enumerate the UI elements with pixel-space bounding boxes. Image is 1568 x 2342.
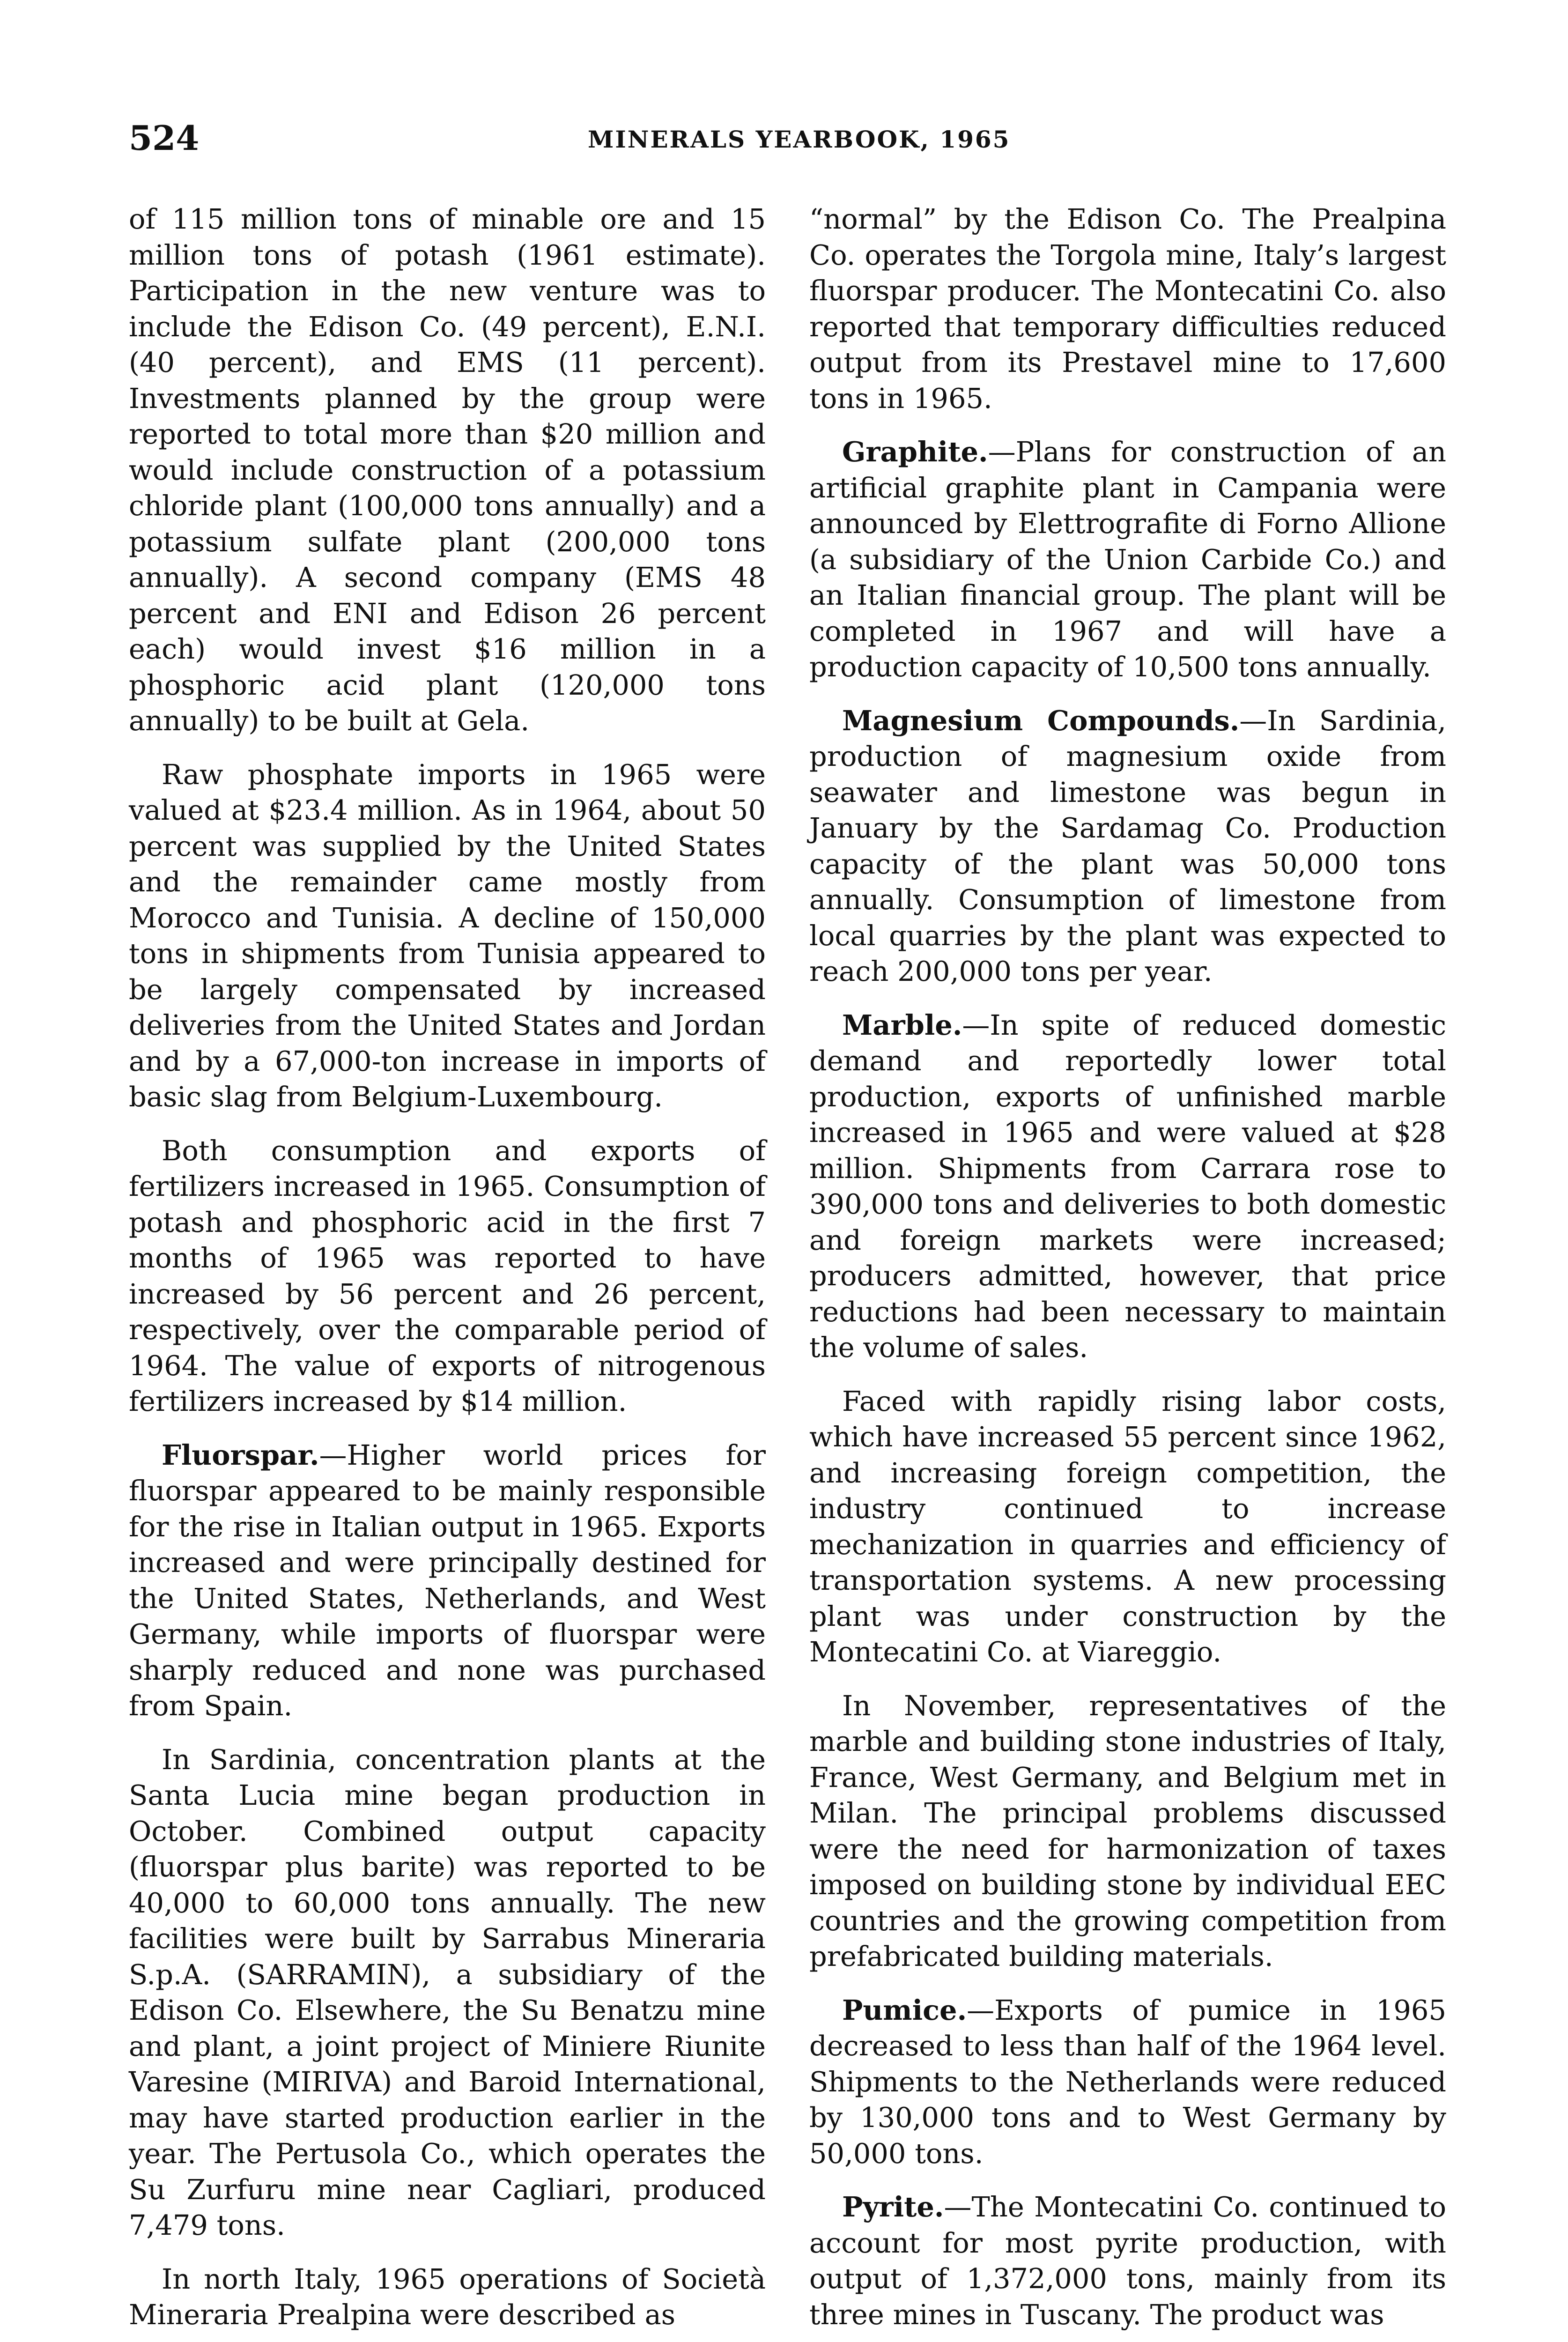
section-text: —In Sardinia, production of magnesium oxide from seawater and limestone was begun in January by the Sardamag Co. Production capacity of the plant was 50,000 tons annually. Consumption of limestone from local quarries by the plant was expected to reach 200,000 tons per year. — [809, 704, 1447, 987]
paragraph: Both consumption and exports of fertilizers increased in 1965. Consumption of potash and phosphoric acid in the first 7 months of 1965 was reported to have increased by 56 percent and 26 percent, respectively, over the comparable period of 1964. The value of exports of nitrogenous fertilizers increased by $14 million. — [129, 1134, 766, 1417]
paragraph: In north Italy, 1965 operations of Società Mineraria Prealpina were described as — [129, 2262, 766, 2331]
paragraph: In Sardinia, concentration plants at the Santa Lucia mine began production in October. Combined output capacity (fluorspar plus barite) was reported to be 40,000 to 60,000 tons annually. The new facilities were built by Sarrabus Mineraria S.p.A. (SARRAMIN), a subsidiary of the Edison Co. Elsewhere, the Su Benatzu mine and plant, a joint project of Miniere Riunite Varesine (MIRIVA) and Baroid International, may have started production earlier in the year. The Pertusola Co., which operates the Su Zurfuru mine near Cagliari, produced 7,479 tons. — [129, 1743, 766, 2241]
section-heading-graphite: Graphite. — [842, 436, 988, 468]
paragraph: Faced with rapidly rising labor costs, which have increased 55 percent since 1962, and increasing foreign competition, the industry continued to increase mechanization in quarries and efficiency of transportation systems. A new processing plant was under construction by the Montecatini Co. at Viareggio. — [809, 1385, 1446, 1668]
paragraph: Raw phosphate imports in 1965 were valued at $23.4 million. As in 1964, about 50 percent was supplied by the United States and the remainder came mostly from Morocco and Tunisia. A decline of 150,000 tons in shipments from Tunisia appeared to be largely compensated by increased deliveries from the United States and Jordan and by a 67,000-ton increase in imports of basic slag from Belgium-Luxembourg. — [129, 758, 766, 1113]
section-heading-fluorspar: Fluorspar. — [162, 1438, 319, 1471]
fluorspar-section — [129, 1438, 766, 1724]
section-heading-pyrite: Pyrite. — [842, 2191, 944, 2223]
graphite-section — [809, 434, 1446, 685]
section-heading-magnesium: Magnesium Compounds. — [842, 704, 1240, 737]
page-number: 524 — [129, 118, 200, 158]
section-text: —In spite of reduced domestic demand and reportedly lower total production, exports of unfinished marble increased in 1965 and were valued at $28 million. Shipments from Carrara rose to 390,000 tons and deliveries to both domestic and foreign markets were increased; producers admitted, however, that price reductions had been necessary to maintain the volume of sales. — [809, 1008, 1446, 1364]
pumice-section — [809, 1993, 1446, 2172]
paragraph: “normal” by the Edison Co. The Prealpina Co. operates the Torgola mine, Italy’s largest fluorspar producer. The Montecatini Co. also reported that temporary difficulties reduced output from its Prestavel mine to 17,600 tons in 1965. — [809, 203, 1446, 415]
right-column — [809, 201, 1446, 2342]
section-text: —Higher world prices for fluorspar appeared to be mainly responsible for the rise in Italian output in 1965. Exports increased and were principally destined for the United States, Netherlands, and West Germany, while imports of fluorspar were sharply reduced and none was purchased from Spain. — [129, 1438, 766, 1722]
running-title: MINERALS YEARBOOK, 1965 — [588, 126, 1011, 153]
left-column — [129, 201, 766, 2342]
section-heading-marble: Marble. — [842, 1008, 962, 1041]
paragraph: In November, representatives of the marble and building stone industries of Italy, France, West Germany, and Belgium met in Milan. The principal problems discussed were the need for harmonization of taxes imposed on building stone by individual EEC countries and the growing competition from prefabricated building materials. — [809, 1689, 1446, 1972]
page-header — [129, 118, 1445, 160]
section-text: —Exports of pumice in 1965 decreased to less than half of the 1964 level. Shipments to the Netherlands were reduced by 130,000 tons and to West Germany by 50,000 tons. — [809, 1994, 1446, 2170]
section-text: —Plans for construction of an artificial graphite plant in Campania were announced by Elettrografite di Forno Allione (a subsidiary of the Union Carbide Co.) and an Italian financial group. The plant will be completed in 1967 and will have a production capacity of 10,500 tons annually. — [809, 436, 1446, 683]
section-heading-pumice: Pumice. — [842, 1994, 967, 2026]
pyrite-section — [809, 2189, 1446, 2333]
marble-section — [809, 1008, 1446, 1366]
section-text: —The Montecatini Co. continued to account for most pyrite production, with output of 1,372,000 tons, mainly from its three mines in Tuscany. The product was — [809, 2191, 1446, 2331]
paragraph: of 115 million tons of minable ore and 15 million tons of potash (1961 estimate). Participation in the new venture was to include the Edison Co. (49 percent), E.N.I. (40 percent), and EMS (11 percent). Investments planned by the group were reported to total more than $20 million and would include construction of a potassium chloride plant (100,000 tons annually) and a potassium sulfate plant (200,000 tons annually). A second company (EMS 48 percent and ENI and Edison 26 percent each) would invest $16 million in a phosphoric acid plant (120,000 tons annually) to be built at Gela. — [129, 203, 766, 737]
magnesium-section — [809, 703, 1446, 990]
